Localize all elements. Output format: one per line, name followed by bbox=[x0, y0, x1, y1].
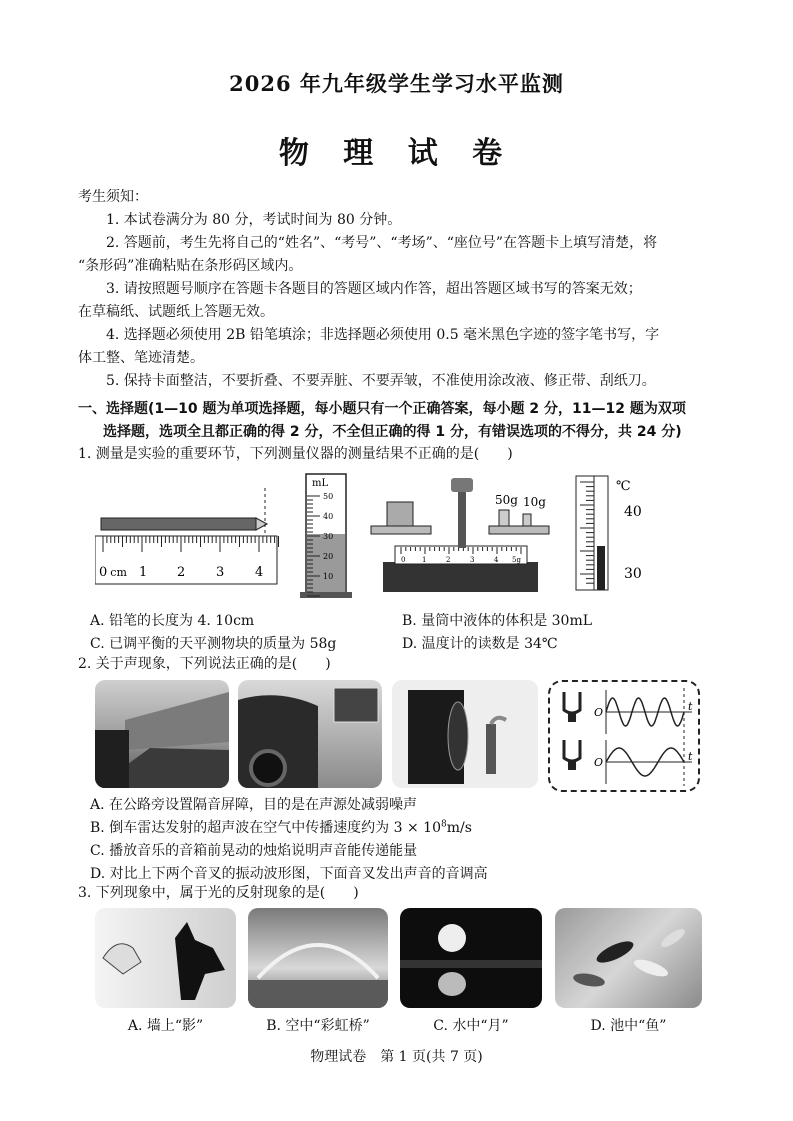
object-block bbox=[387, 502, 413, 526]
section-heading: 选择题，选项全且都正确的得 2 分，不全但正确的得 1 分，有错误选项的不得分，共 24 分) bbox=[103, 424, 682, 440]
hand-shadow-photo bbox=[95, 908, 236, 1008]
option-d[interactable]: D. 对比上下两个音叉的振动波形图，下面音叉发出声音的音调高 bbox=[90, 866, 488, 882]
thermometer-mercury bbox=[597, 546, 605, 590]
notice-item: 4. 选择题必须使用 2B 铅笔填涂；非选择题必须使用 0.5 毫米黑色字迹的签字笔书写，字 bbox=[106, 327, 660, 343]
notice-item: 5. 保持卡面整洁，不要折叠、不要弄脏、不要弄皱，不准使用涂改液、修正带、刮纸刀。 bbox=[106, 373, 656, 389]
section-heading: 一、选择题(1—10 题为单项选择题，每小题只有一个正确答案，每小题 2 分，11—12 题为双项 bbox=[78, 401, 686, 417]
speaker-candle-photo bbox=[392, 680, 538, 788]
caption-b[interactable]: B. 空中“彩虹桥” bbox=[266, 1018, 370, 1034]
notice-item: 在草稿纸、试题纸上答题无效。 bbox=[78, 304, 274, 320]
cylinder-label: 10 bbox=[323, 572, 334, 581]
subject-title: 物 理 试 卷 bbox=[278, 136, 515, 171]
cylinder-label: 40 bbox=[323, 512, 334, 521]
wave-axis-label: t bbox=[688, 750, 693, 763]
reversing-radar-photo bbox=[238, 680, 382, 788]
balance-label: 1 bbox=[422, 556, 427, 564]
ruler-figure bbox=[95, 488, 280, 588]
left-pan bbox=[371, 526, 431, 534]
notice-heading: 考生须知： bbox=[78, 189, 148, 205]
notice-item: 体工整、笔迹清楚。 bbox=[78, 350, 204, 366]
balance-beam bbox=[395, 546, 527, 564]
caption-c[interactable]: C. 水中“月” bbox=[433, 1018, 509, 1034]
cylinder-figure bbox=[298, 470, 358, 600]
weight-50g bbox=[499, 510, 509, 526]
balance-label: 0 bbox=[401, 556, 406, 564]
wave-origin-label: O bbox=[594, 706, 604, 719]
thermometer-unit: ℃ bbox=[616, 479, 631, 494]
ruler-label: 4 bbox=[255, 565, 264, 580]
option-b-unit: m/s bbox=[446, 820, 472, 836]
ruler-label: 1 bbox=[139, 565, 148, 580]
cylinder-label: 30 bbox=[323, 532, 334, 541]
page-footer: 物理试卷 第 1 页(共 7 页) bbox=[310, 1049, 483, 1065]
weight-label: 50g bbox=[495, 493, 518, 507]
rainbow-photo bbox=[248, 908, 388, 1008]
fish-pond-photo bbox=[555, 908, 702, 1008]
pencil-body bbox=[101, 518, 256, 530]
balance-figure bbox=[365, 472, 555, 600]
option-b-exponent: 8 bbox=[441, 819, 447, 830]
tuning-fork-bottom bbox=[564, 740, 580, 761]
ruler-label: 3 bbox=[216, 565, 225, 580]
question-stem: 3. 下列现象中，属于光的反射现象的是( ) bbox=[78, 885, 359, 901]
thermometer-label: 30 bbox=[624, 566, 642, 582]
option-b[interactable] bbox=[90, 817, 472, 837]
right-pan bbox=[489, 526, 549, 534]
balance-label: 2 bbox=[446, 556, 451, 564]
question-stem: 2. 关于声现象，下列说法正确的是( ) bbox=[78, 656, 331, 672]
balance-label: 5g bbox=[512, 556, 521, 564]
exam-title: 2026 年九年级学生学习水平监测 bbox=[229, 71, 564, 96]
cylinder-label: 50 bbox=[323, 492, 334, 501]
option-d[interactable]: D. 温度计的读数是 34℃ bbox=[402, 636, 558, 652]
ruler-label: 0 cm bbox=[99, 565, 127, 580]
cylinder-label: 20 bbox=[323, 552, 334, 561]
caption-a[interactable]: A. 墙上“影” bbox=[127, 1018, 204, 1034]
notice-item: “条形码”准确粘贴在条形码区域内。 bbox=[78, 258, 303, 274]
option-b-text: B. 倒车雷达发射的超声波在空气中传播速度约为 3 × 10 bbox=[90, 820, 441, 836]
tuning-fork-top bbox=[564, 692, 580, 713]
ruler-label: 2 bbox=[177, 565, 186, 580]
caption-d[interactable]: D. 池中“鱼” bbox=[590, 1018, 667, 1034]
option-b[interactable]: B. 量筒中液体的体积是 30mL bbox=[402, 613, 593, 629]
balance-label: 4 bbox=[494, 556, 499, 564]
option-a[interactable]: A. 在公路旁设置隔音屏障，目的是在声源处减弱噪声 bbox=[90, 797, 418, 813]
option-c[interactable]: C. 已调平衡的天平测物块的质量为 58g bbox=[90, 636, 337, 652]
moon-reflection-photo bbox=[400, 908, 542, 1008]
notice-item: 1. 本试卷满分为 80 分，考试时间为 80 分钟。 bbox=[106, 212, 402, 228]
weight-label: 10g bbox=[523, 495, 546, 509]
question-stem: 1. 测量是实验的重要环节，下列测量仪器的测量结果不正确的是( ) bbox=[78, 446, 513, 462]
notice-item: 2. 答题前，考生先将自己的“姓名”、“考号”、“考场”、“座位号”在答题卡上填写清楚，将 bbox=[106, 235, 658, 251]
wave-axis-label: t bbox=[688, 700, 693, 713]
thermometer-label: 40 bbox=[624, 504, 642, 520]
balance-base bbox=[383, 562, 538, 592]
noise-barrier-photo bbox=[95, 680, 229, 788]
notice-item: 3. 请按照题号顺序在答题卡各题目的答题区域内作答，超出答题区域书写的答案无效； bbox=[106, 281, 642, 297]
balance-label: 3 bbox=[470, 556, 475, 564]
thermometer-figure bbox=[572, 472, 652, 592]
wave-origin-label: O bbox=[594, 756, 604, 769]
tuning-fork-waveforms bbox=[548, 680, 700, 792]
option-a[interactable]: A. 铅笔的长度为 4. 10cm bbox=[90, 613, 255, 629]
balance-pointer bbox=[458, 492, 466, 548]
cylinder-unit: mL bbox=[312, 478, 329, 489]
weight-10g bbox=[523, 514, 531, 526]
option-c[interactable]: C. 播放音乐的音箱前晃动的烛焰说明声音能传递能量 bbox=[90, 843, 418, 859]
